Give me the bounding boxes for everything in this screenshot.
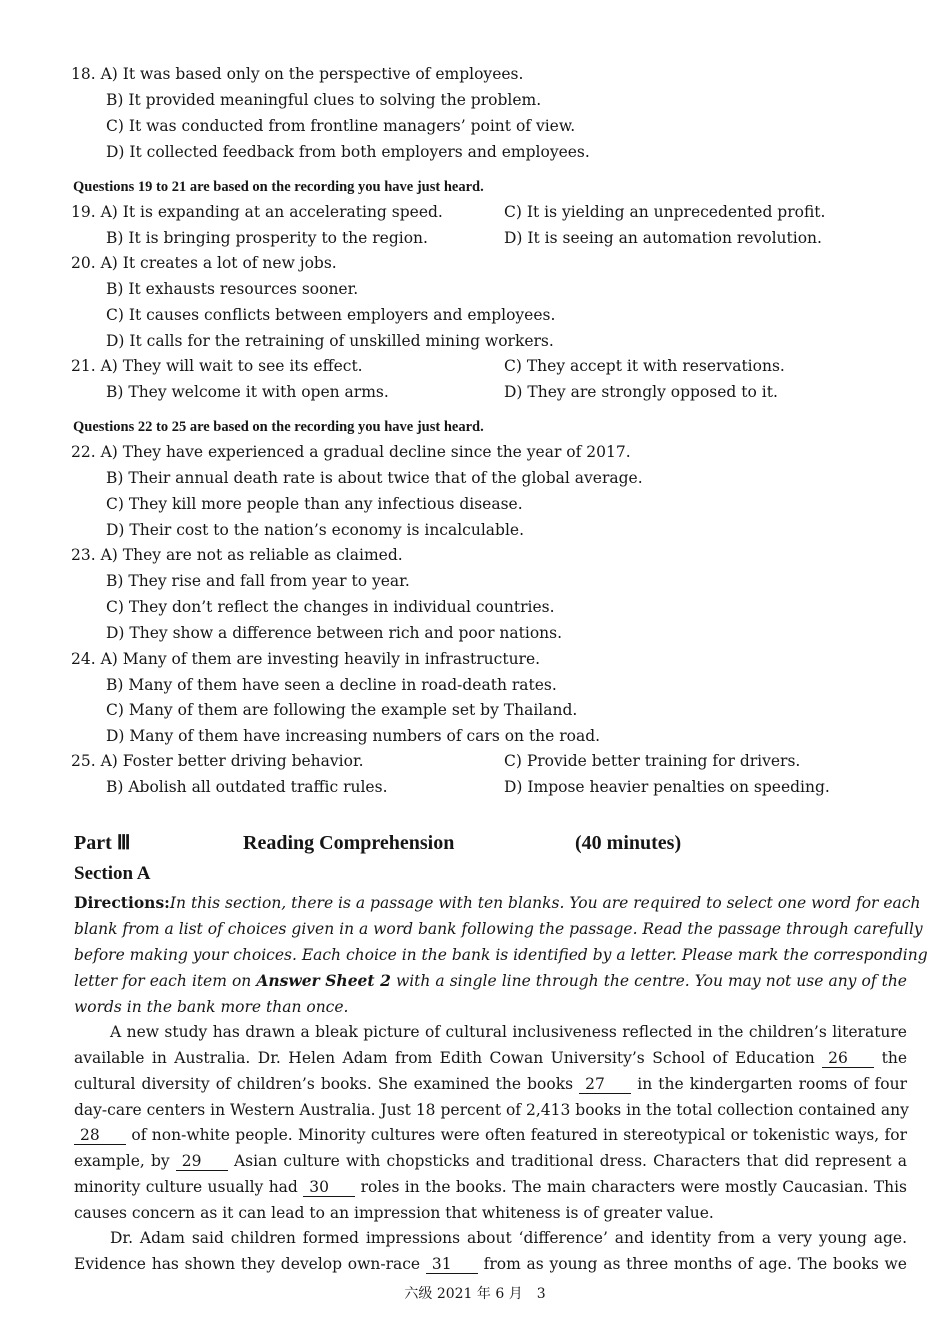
q21-option-b: B) They welcome it with open arms. xyxy=(106,383,389,401)
q25-option-d: D) Impose heavier penalties on speeding. xyxy=(504,778,830,796)
blank-30[interactable]: 30 xyxy=(303,1178,355,1197)
q19-option-d: D) It is seeing an automation revolution. xyxy=(504,229,822,247)
part-title: Reading Comprehension xyxy=(243,832,455,854)
q20-option-b: B) It exhausts resources sooner. xyxy=(106,280,359,298)
passage-line: available in Australia. Dr. Helen Adam from Edith Cowan University’s School of Education 26 the xyxy=(74,1049,907,1067)
directions-line-2: blank from a list of choices given in a word bank following the passage. Read the passage through carefully xyxy=(74,920,923,938)
question-25: 25. A) Foster better driving behavior. xyxy=(71,752,364,770)
q25-option-c: C) Provide better training for drivers. xyxy=(504,752,801,770)
directions-line-4: letter for each item on Answer Sheet 2 with a single line through the centre. You may not use any of the xyxy=(74,971,907,990)
question-24: 24. A) Many of them are investing heavily in infrastructure. xyxy=(71,650,541,668)
q22-option-d: D) Their cost to the nation’s economy is incalculable. xyxy=(106,521,525,539)
q25-option-b: B) Abolish all outdated traffic rules. xyxy=(106,778,388,796)
directions-line-1: Directions:In this section, there is a passage with ten blanks. You are required to select one word for each xyxy=(74,893,921,912)
q23-option-b: B) They rise and fall from year to year. xyxy=(106,572,410,590)
question-22: 22. A) They have experienced a gradual decline since the year of 2017. xyxy=(71,443,631,461)
passage-line: example, by 29 Asian culture with chopsticks and traditional dress. Characters that did represent a xyxy=(74,1152,907,1170)
passage-line: Evidence has shown they develop own-race 31 from as young as three months of age. The books we xyxy=(74,1255,907,1273)
q20-option-d: D) It calls for the retraining of unskilled mining workers. xyxy=(106,332,554,350)
q18-option-c: C) It was conducted from frontline managers’ point of view. xyxy=(106,117,576,135)
q18-option-b: B) It provided meaningful clues to solving the problem. xyxy=(106,91,542,109)
q22-option-c: C) They kill more people than any infectious disease. xyxy=(106,495,523,513)
blank-27[interactable]: 27 xyxy=(579,1075,631,1094)
q21-option-d: D) They are strongly opposed to it. xyxy=(504,383,778,401)
passage-line: cultural diversity of children’s books. She examined the books 27 in the kindergarten rooms of four xyxy=(74,1075,908,1093)
q24-option-c: C) Many of them are following the example set by Thailand. xyxy=(106,701,578,719)
question-23: 23. A) They are not as reliable as claimed. xyxy=(71,546,403,564)
passage-line: day-care centers in Western Australia. Just 18 percent of 2,413 books in the total collection contained any xyxy=(74,1101,909,1119)
page-footer: 六级 2021 年 6 月 3 xyxy=(404,1286,546,1302)
q19-option-b: B) It is bringing prosperity to the region. xyxy=(106,229,428,247)
q23-option-d: D) They show a difference between rich and poor nations. xyxy=(106,624,563,642)
blank-29[interactable]: 29 xyxy=(176,1152,228,1171)
blank-26[interactable]: 26 xyxy=(822,1049,874,1068)
part-time: (40 minutes) xyxy=(575,832,682,854)
question-19: 19. A) It is expanding at an accelerating speed. xyxy=(71,203,443,221)
q24-option-b: B) Many of them have seen a decline in road-death rates. xyxy=(106,676,557,694)
directions-line-5: words in the bank more than once. xyxy=(74,998,349,1016)
passage-line: minority culture usually had 30 roles in the books. The main characters were mostly Caucasian. This xyxy=(74,1178,907,1196)
passage-line: Dr. Adam said children formed impressions about ‘difference’ and identity from a very young age. xyxy=(110,1229,907,1247)
directions-label: Directions: xyxy=(74,893,170,912)
part-label: Part Ⅲ xyxy=(74,832,131,854)
q21-option-c: C) They accept it with reservations. xyxy=(504,357,785,375)
directions-line-3: before making your choices. Each choice in the bank is identified by a letter. Please mark the corresponding xyxy=(74,946,928,964)
q19-option-c: C) It is yielding an unprecedented profit. xyxy=(504,203,826,221)
blank-28[interactable]: 28 xyxy=(74,1126,126,1145)
question-18: 18. A) It was based only on the perspective of employees. xyxy=(71,65,524,83)
question-20: 20. A) It creates a lot of new jobs. xyxy=(71,254,337,272)
q20-option-c: C) It causes conflicts between employers and employees. xyxy=(106,306,556,324)
q22-option-b: B) Their annual death rate is about twice that of the global average. xyxy=(106,469,643,487)
question-group-19-21: Questions 19 to 21 are based on the recording you have just heard. xyxy=(73,179,484,195)
passage-line: 28 of non-white people. Minority cultures were often featured in stereotypical or tokenistic ways, for xyxy=(74,1125,907,1145)
q18-option-d: D) It collected feedback from both employers and employees. xyxy=(106,143,590,161)
answer-sheet-ref: Answer Sheet 2 xyxy=(256,971,391,990)
passage-line: A new study has drawn a bleak picture of cultural inclusiveness reflected in the children’s literature xyxy=(110,1023,907,1041)
q23-option-c: C) They don’t reflect the changes in individual countries. xyxy=(106,598,555,616)
blank-31[interactable]: 31 xyxy=(426,1255,478,1274)
question-21: 21. A) They will wait to see its effect. xyxy=(71,357,363,375)
question-group-22-25: Questions 22 to 25 are based on the recording you have just heard. xyxy=(73,419,484,435)
section-title: Section A xyxy=(74,863,151,884)
passage-line: causes concern as it can lead to an impression that whiteness is of greater value. xyxy=(74,1204,714,1222)
q24-option-d: D) Many of them have increasing numbers of cars on the road. xyxy=(106,727,601,745)
